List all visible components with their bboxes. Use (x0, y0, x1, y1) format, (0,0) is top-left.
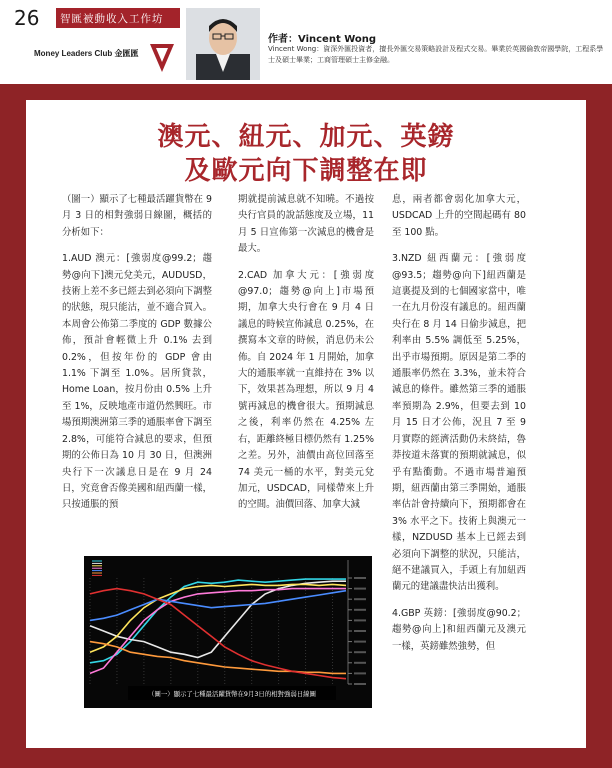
brand-logo-icon (150, 44, 174, 72)
author-name: 作者：Vincent Wong (268, 34, 377, 45)
chart-caption: （圖一）顯示了七種最活躍貨幣在9月3日的相對強弱日線圖 (148, 690, 316, 698)
chart-y-tick-label (354, 662, 366, 664)
cad-continued-paragraph: 息，兩者都會弱化加拿大元，USDCAD 上升的空間起碼有 80 至 100 點。 (392, 194, 526, 238)
chart-y-tick-label (354, 598, 366, 600)
author-photo (186, 8, 260, 80)
chart-y-tick-label (354, 651, 366, 653)
author-bio: Vincent Wong：資深外匯投資者，擅長外匯交易策略設計及程式交易。畢業於英國倫敦帝國學院，工程系學士及碩士畢業；工商管理碩士主修金融。 (268, 45, 604, 64)
article-headline (26, 120, 586, 188)
article-column-1 (62, 192, 212, 524)
aud-continued-paragraph: 期就提前減息就不知曉。不過按央行官員的說話態度及立場，11 月 5 日宣佈第一次減息的機會是最大。 (238, 194, 374, 255)
chart-y-tick-label (354, 619, 366, 621)
series-line-gbp (90, 589, 346, 674)
series-line-eur (90, 591, 346, 621)
chart-y-tick-label (354, 588, 366, 590)
series-line-chf (90, 642, 346, 674)
nzd-paragraph: 3.NZD 紐西蘭元：[強弱度@93.5；趨勢@向下]紐西蘭是這裏提及到的七個國家當中，唯一在九月份沒有議息的。紐西蘭央行在 8 月 14 日偷步減息，把利率由 5.5% 調低至 5.25%，出乎市場預期。原因是第二季的通脹率仍然在 3.3%，並未符合減息的條件。雖然第三季的通脹率預期為 2.9%，但要去到 10 月 15 日才公佈，況且 7 至 9 月實際的經濟活動仍未終結，魯莽按道未落實的預期就減息，似乎有點衝動。不過市場普遍預期，紐西蘭由第三季開始，通脹率估計會持續向下，預期都會在 3% 水平之下。技術上與澳元一樣，NZDUSD 基本上已經去到必須向下調整的狀況，只能沽，絕不建議買入，手頭上有加紐西蘭元的建議盡快沽出獲利。 (392, 253, 526, 593)
headline-line-1: 澳元、紐元、加元、英鎊 (157, 122, 455, 152)
section-banner (56, 8, 180, 28)
aud-paragraph: 1.AUD 澳元：[強弱度@99.2；趨勢@向下]澳元兌美元，AUDUSD，技術上差不多已經去到必須向下調整的狀態，現只能沽，並不適合買入。本周會公佈第二季度的 GDP 數據公佈，預計會輕微上升 0.1% 去到 0.2%，但按年份的 GDP 會由 1.1% 下調至 1.0%。居所貸款，Home Loan，按月份由 0.5% 上升至 1%，反映地產市道仍然興旺。市場預期澳洲第三季的通脹率會下調至 2.8%，可能符合減息的要求，但預期的公佈日為 10 月 30 日，但澳洲央行下一次議息日是在 9 月 24 日，究竟會否像美國和紐西蘭一樣，只按通脹的預 (62, 253, 213, 511)
gbp-paragraph: 4.GBP 英鎊：[強弱度@90.2；趨勢@向上]和紐西蘭元及澳元一樣，英鎊雖然強勢，但 (392, 607, 526, 652)
headline-line-2: 及歐元向下調整在即 (184, 156, 428, 186)
page-number: 26 (14, 6, 40, 30)
chart-y-tick-label (354, 672, 366, 674)
section-title: 智匯被動收入工作坊 (60, 13, 164, 25)
chart-y-tick-label (354, 630, 366, 632)
page-header (0, 0, 612, 84)
chart-y-tick-label (354, 577, 366, 579)
article-column-3 (392, 192, 526, 665)
intro-paragraph: （圖一）顯示了七種最活躍貨幣在 9 月 3 日的相對強弱日線圖，概括的分析如下： (62, 194, 212, 238)
chart-y-tick-label (354, 609, 366, 611)
strength-chart (84, 556, 372, 708)
cad-paragraph: 2.CAD 加拿大元：[強弱度@97.0；趨勢@向上]市場預期，加拿大央行會在 9 月 4 日議息的時候宣佈減息 0.25%，在撰寫本文章的時候，消息仍未公佈。自 2024 年 1 月開始，加拿大的通脹率就一直維持在 3% 以下，效果甚為理想，所以 9 月 4 號再減息的機會很大。預期減息之後，利率仍然在 4.25% 左右，距離終極目標仍然有 1.25% 之差。另外，油價由高位回落至 74 美元一桶的水平，對美元兌加元，USDCAD，同樣帶來上升的空間。油價回落、加拿大減 (238, 269, 374, 511)
article-column-2 (238, 192, 374, 524)
chart-y-tick-label (354, 683, 366, 685)
strength-chart-svg (84, 556, 372, 708)
chart-y-tick-label (354, 641, 366, 643)
club-name: Money Leaders Club 金匯匯 (34, 49, 139, 58)
